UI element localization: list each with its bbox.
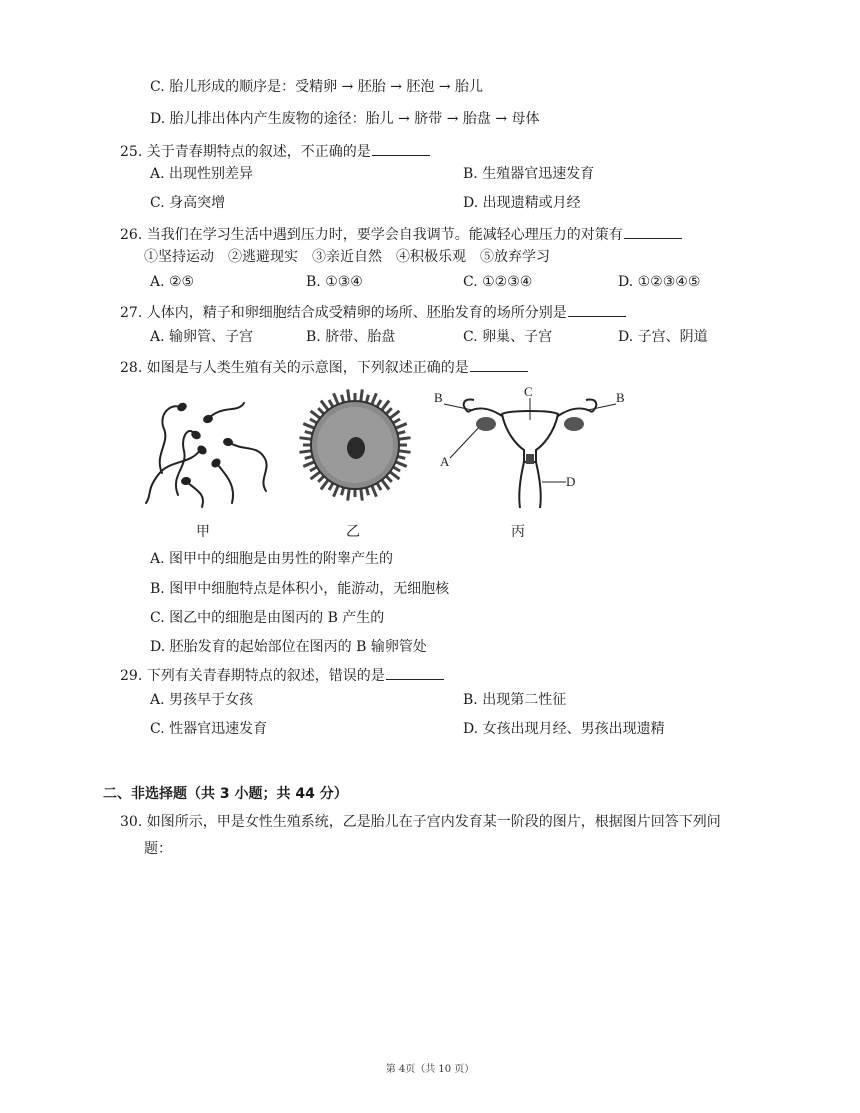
q28-stem: 28. 如图是与人类生殖有关的示意图，下列叙述正确的是 bbox=[120, 357, 528, 377]
q29-option-d: D. 女孩出现月经、男孩出现遗精 bbox=[463, 721, 665, 737]
q26-option-c: C. ①②③④ bbox=[463, 274, 533, 290]
q27-option-b: B. 脐带、胎盘 bbox=[306, 329, 396, 345]
q29-stem: 29. 下列有关青春期特点的叙述，错误的是 bbox=[120, 665, 444, 685]
label-d: D bbox=[566, 474, 576, 489]
q25-option-b: B. 生殖器官迅速发育 bbox=[463, 166, 595, 182]
answer-blank bbox=[386, 665, 444, 680]
q27-option-d: D. 子宫、阴道 bbox=[618, 329, 708, 345]
q25-option-d: D. 出现遗精或月经 bbox=[463, 195, 581, 211]
q28-option-b: B. 图甲中细胞特点是体积小，能游动，无细胞核 bbox=[150, 581, 450, 597]
label-b-right: B bbox=[616, 390, 625, 405]
q28-option-c: C. 图乙中的细胞是由图丙的 B 产生的 bbox=[150, 610, 385, 626]
q30-stem-line1: 30. 如图所示，甲是女性生殖系统，乙是胎儿在子宫内发育某一阶段的图片，根据图片回答下列问 bbox=[120, 814, 721, 830]
label-a: A bbox=[440, 454, 450, 469]
q29-option-c: C. 性器官迅速发育 bbox=[150, 721, 268, 737]
answer-blank bbox=[624, 224, 682, 239]
answer-blank bbox=[470, 357, 528, 372]
q27-option-c: C. 卵巢、子宫 bbox=[463, 329, 553, 345]
q26-stem: 26. 当我们在学习生活中遇到压力时，要学会自我调节。能减轻心理压力的对策有 bbox=[120, 224, 682, 244]
q30-stem-line2: 题： bbox=[144, 841, 172, 857]
q24-option-d: D. 胎儿排出体内产生废物的途径：胎儿 → 脐带 → 胎盘 → 母体 bbox=[150, 111, 540, 127]
page-footer: 第 4页（共 10 页） bbox=[385, 1064, 475, 1075]
label-b-left: B bbox=[434, 390, 443, 405]
q26-option-d: D. ①②③④⑤ bbox=[618, 274, 701, 290]
q25-option-a: A. 出现性别差异 bbox=[150, 166, 254, 182]
q29-option-a: A. 男孩早于女孩 bbox=[150, 692, 254, 708]
egg-cell-figure bbox=[298, 388, 413, 503]
figure-label-bing: 丙 bbox=[511, 524, 525, 540]
q27-option-a: A. 输卵管、子宫 bbox=[150, 329, 254, 345]
figure-label-jia: 甲 bbox=[196, 524, 210, 540]
sperm-cells-figure bbox=[140, 395, 270, 510]
q29-option-b: B. 出现第二性征 bbox=[463, 692, 567, 708]
q25-option-c: C. 身高突增 bbox=[150, 195, 226, 211]
q25-stem: 25. 关于青春期特点的叙述，不正确的是 bbox=[120, 141, 430, 161]
answer-blank bbox=[568, 302, 626, 317]
label-c: C bbox=[524, 384, 533, 399]
answer-blank bbox=[372, 141, 430, 156]
figure-label-yi: 乙 bbox=[346, 524, 360, 540]
q26-items: ①坚持运动 ②逃避现实 ③亲近自然 ④积极乐观 ⑤放弃学习 bbox=[144, 249, 550, 265]
q26-option-b: B. ①③④ bbox=[306, 274, 363, 290]
q27-stem: 27. 人体内，精子和卵细胞结合成受精卵的场所、胚胎发育的场所分别是 bbox=[120, 302, 626, 322]
q24-option-c: C. 胎儿形成的顺序是：受精卵 → 胚胎 → 胚泡 → 胎儿 bbox=[150, 79, 484, 95]
section-2-title: 二、非选择题（共 3 小题；共 44 分） bbox=[103, 786, 348, 802]
q28-option-a: A. 图甲中的细胞是由男性的附睾产生的 bbox=[150, 551, 394, 567]
q26-option-a: A. ②⑤ bbox=[150, 274, 195, 290]
q28-option-d: D. 胚胎发育的起始部位在图丙的 B 输卵管处 bbox=[150, 639, 427, 655]
female-reproductive-system-figure bbox=[430, 384, 630, 514]
